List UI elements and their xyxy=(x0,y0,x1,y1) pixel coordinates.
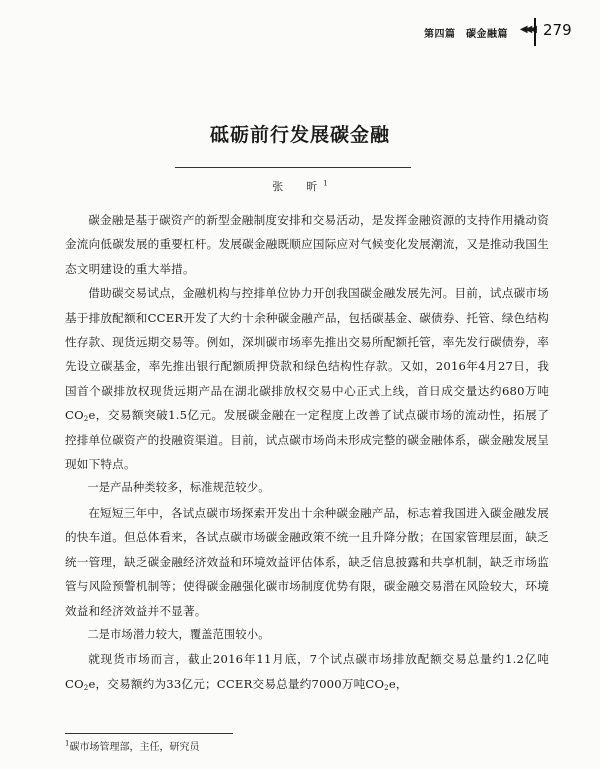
running-header xyxy=(0,18,600,48)
section-label: 第四篇 碳金融篇 xyxy=(424,29,508,40)
paragraph-4: 就现货市场而言，截止2016年11月底，7个试点碳市场排放配额交易总量约1.2亿吨$CO_2e$，交易额约为33亿元；CCER交易总量约7000万吨$CO_2e$， xyxy=(65,652,549,692)
footnote-rule xyxy=(65,733,233,734)
footnote-mark: 1 xyxy=(65,739,70,748)
paragraph-3: 在短短三年中，各试点碳市场探索开发出十余种碳金融产品，标志着我国进入碳金融发展的快车道。但总体看来，各试点碳市场碳金融政策不统一且升降分散；在国家管理层面，缺乏统一管理，缺乏碳金融经济效益和环境效益评估体系，缺乏信息披露和共享机制，缺乏市场监管与风险预警机制等；使得碳金融强化碳市场制度优势有限，碳金融交易潜在风险较大，环境效益和经济效益并不显著。 xyxy=(65,505,549,618)
point-heading-2: 二是市场潜力较大，覆盖范围较小。 xyxy=(87,627,270,641)
page-number: 279 xyxy=(543,21,572,39)
article-body xyxy=(65,208,549,696)
article-title: 砥砺前行发展碳金融 xyxy=(209,124,390,146)
author-name: 张 昕 xyxy=(272,180,324,193)
author-footnote-mark: 1 xyxy=(323,179,328,188)
footnote-text: 碳市场管理部，主任，研究员 xyxy=(69,742,200,753)
paragraph-1: 碳金融是基于碳资产的新型金融制度安排和交易活动，是发挥金融资源的支持作用撬动资金流向低碳发展的重要杠杆。发展碳金融既顺应国际应对气候变化发展潮流，又是推动我国生态文明建设的重大举措。 xyxy=(65,213,549,276)
triple-arrow-icon: ◀◀◀ xyxy=(519,24,534,35)
footnote xyxy=(65,738,199,753)
header-divider xyxy=(534,18,536,46)
paragraph-2: 借助碳交易试点，金融机构与控排单位协力开创我国碳金融发展先河。目前，试点碳市场基于排放配额和CCER开发了大约十余种碳金融产品，包括碳基金、碳债券、托管、绿色结构性存款、现货远期交易等。例如，深圳碳市场率先推出交易所配额托管，率先发行碳债券，率先设立碳基金，率先推出银行配额质押贷款和绿色结构性存款。又如，2016年4月27日，我国首个碳排放权现货远期产品在湖北碳排放权交易中心正式上线，首日成交量达约680万吨$CO_2e$，交易额突破1.5亿元。发展碳金融在一定程度上改善了试点碳市场的流动性，拓展了控排单位碳资产的投融资渠道。目前，试点碳市场尚未形成完整的碳金融体系，碳金融发展呈现如下特点。 xyxy=(65,286,549,472)
title-rule xyxy=(175,167,411,168)
point-heading-1: 一是产品种类较多，标准规范较少。 xyxy=(87,481,270,495)
author-line xyxy=(0,178,600,194)
